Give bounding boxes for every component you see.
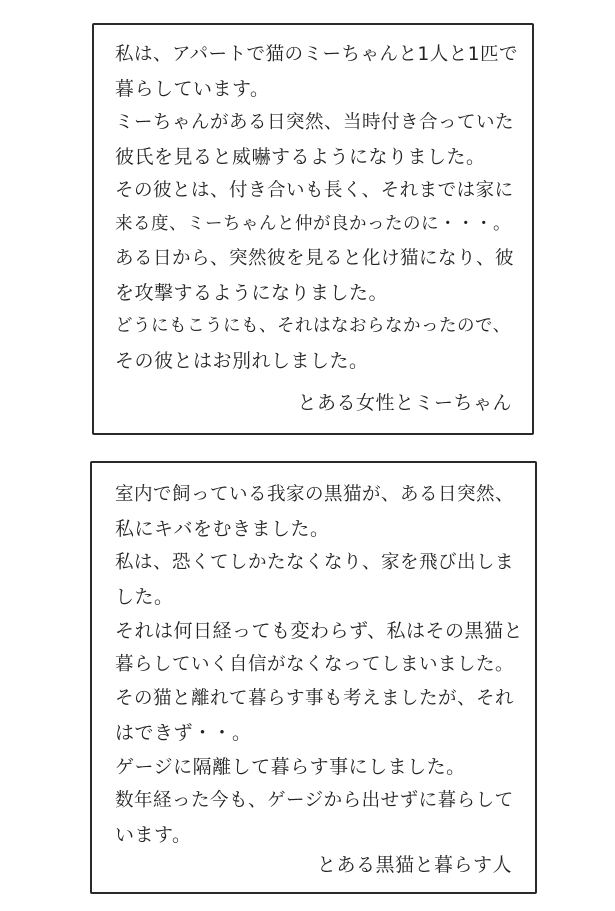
story2-line-9: ゲージに隔離して暮らす事にしました。 [115,756,466,778]
story2-line-6: 暮らしていく自信がなくなってしまいました。 [115,654,515,675]
story2-line-3: 私は、恐くてしかたなくなり、家を飛び出しま [115,552,515,573]
story1-line-10: その彼とはお別れしました。 [115,350,369,372]
story1-line-6: 来る度、ミーちゃんと仲が良かったのに・・・。 [115,214,511,234]
story2-line-10: 数年経った今も、ゲージから出せずに暮らして [115,790,514,811]
story2-signature: とある黒猫と暮らす人 [316,854,512,876]
story2-line-1: 室内で飼っている我家の黒猫が、ある日突然、 [115,484,515,505]
story1-line-5: その彼とは、付き合いも長く、それまでは家に [115,180,514,201]
story1-line-8: を攻撃するようになりました。 [115,282,389,304]
story1-line-2: 暮らしています。 [115,78,270,100]
story2-line-4: した。 [115,586,174,608]
story1-line-9: どうにもこうにも、それはなおらなかったので、 [115,316,511,336]
story1-line-7: ある日から、突然彼を見ると化け猫になり、彼 [115,248,515,269]
story1-line-3: ミーちゃんがある日突然、当時付き合っていた [115,112,515,133]
story1-signature: とある女性とミーちゃん [297,392,512,414]
story2-line-11: います。 [115,824,192,846]
story2-line-5: それは何日経っても変わらず、私はその黒猫と [115,620,523,642]
story2-line-7: その猫と離れて暮らす事も考えましたが、それ [115,688,515,709]
story1-line-1: 私は、アパートで猫のミーちゃんと1人と1匹で [115,44,519,65]
story2-line-8: はできず・・。 [115,722,252,744]
story1-line-4: 彼氏を見ると威嚇するようになりました。 [115,146,486,168]
story2-line-2: 私にキバをむきました。 [115,518,330,540]
